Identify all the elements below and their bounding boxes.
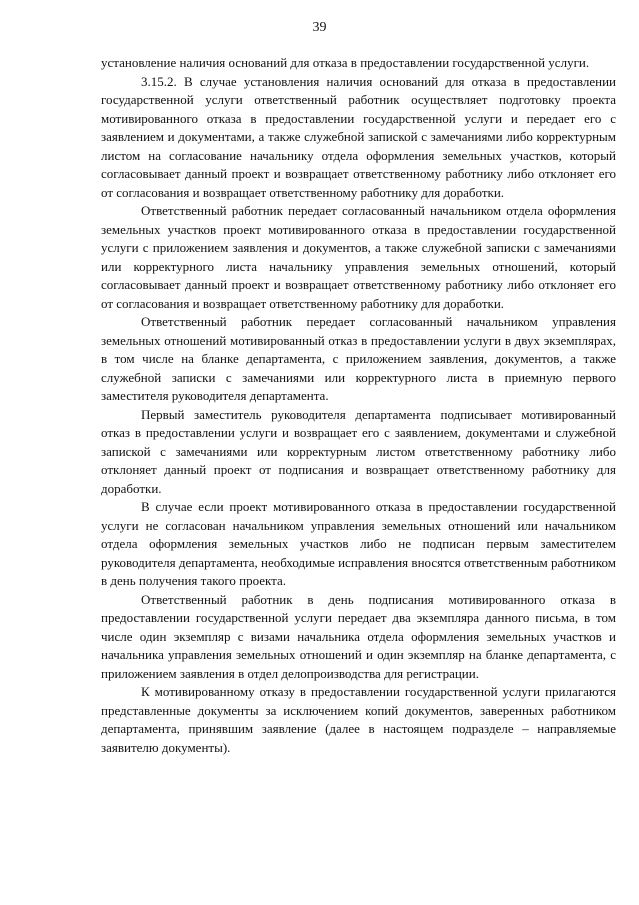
paragraph: К мотивированному отказу в предоставлении государственной услуги прилагаются представленные документы за исключением копий документов, заверенных работником департамента, принявшим заявление (далее в настоящем подразделе – направляемые заявителю документы).	[101, 684, 616, 755]
paragraph: Ответственный работник в день подписания мотивированного отказа в предоставлении государственной услуги передает два экземпляра данного письма, в том числе один экземпляр с визами начальника отдела оформления земельных участков и начальника управления земельных отношений и один экземпляр на бланке департамента, с приложением заявления в отдел делопроизводства для регистрации.	[101, 591, 616, 681]
paragraph: Ответственный работник передает согласованный начальником отдела оформления земельных участков проект мотивированного отказа в предоставлении государственной услуги с приложением заявления и документов, а также служебной записки с замечаниями или корректурного листа начальнику управления земельных отношений, который согласовывает данный проект и возвращает ответственному работнику либо отклоняет его от согласования и возвращает ответственному работнику для доработки.	[101, 203, 616, 311]
paragraph: Первый заместитель руководителя департамента подписывает мотивированный отказ в предоставлении услуги и возвращает его с заявлением, документами и служебной запиской с замечаниями или корректурным листом ответственному работнику либо отклоняет данный проект от подписания и возвращает ответственному работнику для доработки.	[101, 406, 616, 496]
paragraph: Ответственный работник передает согласованный начальником управления земельных отношений мотивированный отказ в предоставлении услуги в двух экземплярах, в том числе на бланке департамента, с приложением заявления, документов, а также служебной записки с замечаниями или корректурного листа в приемную первого заместителя руководителя департамента.	[101, 314, 616, 403]
document-body	[101, 54, 616, 757]
page-number: 39	[312, 20, 327, 35]
paragraph-continuation: установление наличия оснований для отказа в предоставлении государственной услуги.	[101, 55, 590, 70]
paragraph-3-15-2: 3.15.2. В случае установления наличия оснований для отказа в предоставлении государственной услуги ответственный работник осуществляет подготовку проекта мотивированного отказа в предоставлении государственной услуги и передает его с заявлением и документами, а также служебной запиской с замечаниями либо корректурным листом на согласование начальнику отдела оформления земельных участков, который согласовывает данный проект и возвращает ответственному работнику либо отклоняет его от согласования и возвращает ответственному работнику для доработки.	[101, 73, 616, 200]
paragraph: В случае если проект мотивированного отказа в предоставлении государственной услуги не согласован начальником управления земельных отношений или начальником отдела оформления земельных участков либо не подписан первым заместителем руководителя департамента, необходимые исправления вносятся ответственным работником в день получения такого проекта.	[101, 499, 616, 588]
